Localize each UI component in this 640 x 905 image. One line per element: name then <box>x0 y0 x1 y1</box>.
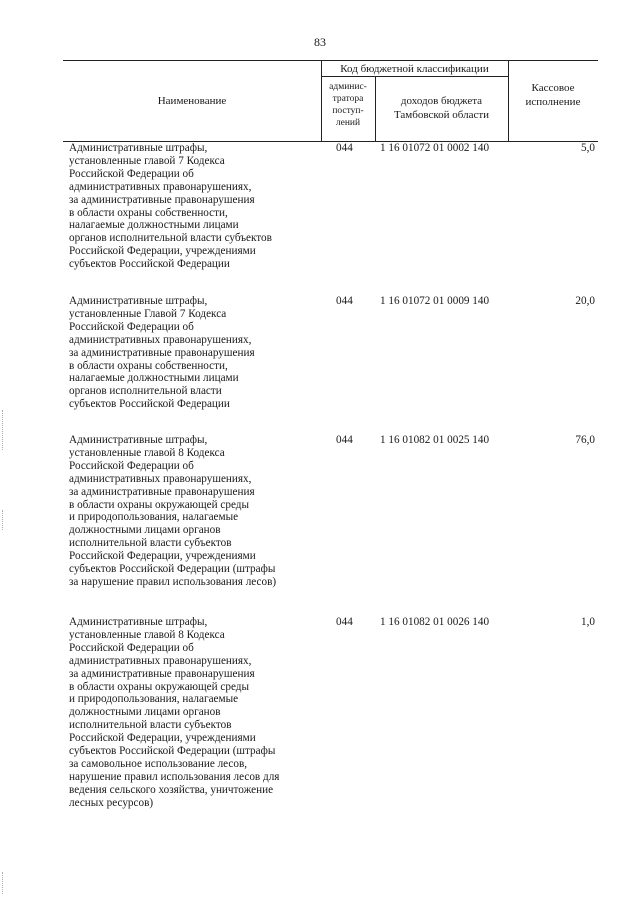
code-group-underline <box>321 76 508 77</box>
row-income-code: 1 16 01082 01 0025 140 <box>380 434 490 446</box>
row-amount: 20,0 <box>575 295 595 307</box>
row-admin-code: 044 <box>336 434 353 446</box>
row-admin-code: 044 <box>336 295 353 307</box>
row-name: Административные штрафы, установленные главой 8 Кодекса Российской Федерации об административных правонарушениях, за административные правонарушения в области охраны окружающей среды и природопользования, налагаемые должностными лицами органов исполнительной власти субъектов Российской Федерации, учреждениями субъектов Российской Федерации (штрафы за самовольное использование лесов, нарушение правил использования лесов для ведения сельского хозяйства, уничтожение лесных ресурсов) <box>69 616 280 809</box>
scan-margin-mark <box>2 872 6 894</box>
header-code-group: Код бюджетной классификации <box>340 63 489 75</box>
scan-margin-mark <box>2 410 6 450</box>
page-number: 83 <box>314 35 326 49</box>
row-income-code: 1 16 01082 01 0026 140 <box>380 616 490 628</box>
row-amount: 5,0 <box>581 142 595 154</box>
row-income-code: 1 16 01072 01 0009 140 <box>380 295 490 307</box>
row-income-code: 1 16 01072 01 0002 140 <box>380 142 490 154</box>
table-header <box>63 60 598 142</box>
row-admin-code: 044 <box>336 142 353 154</box>
row-name: Административные штрафы, установленные главой 8 Кодекса Российской Федерации об административных правонарушениях, за административные правонарушения в области охраны окружающей среды и природопользования, налагаемые должностными лицами органов исполнительной власти субъектов Российской Федерации, учреждениями субъектов Российской Федерации (штрафы за нарушение правил использования лесов) <box>69 434 277 588</box>
row-name: Административные штрафы, установленные главой 7 Кодекса Российской Федерации об административных правонарушениях, за административные правонарушения в области охраны собственности, налагаемые должностными лицами органов исполнительной власти субъектов Российской Федерации, учреждениями субъектов Российской Федерации <box>69 142 272 271</box>
row-amount: 76,0 <box>575 434 595 446</box>
row-name: Административные штрафы, установленные Главой 7 Кодекса Российской Федерации об административных правонарушениях, за административные правонарушения в области охраны собственности, налагаемые должностными лицами органов исполнительной власти субъектов Российской Федерации <box>69 295 255 411</box>
header-admin: админис- тратора поступ- лений <box>329 82 367 128</box>
row-admin-code: 044 <box>336 616 353 628</box>
header-name: Наименование <box>157 95 227 107</box>
row-amount: 1,0 <box>581 616 595 628</box>
header-cash: Кассовое исполнение <box>525 82 581 108</box>
header-income: доходов бюджета Тамбовской области <box>393 95 490 121</box>
scan-margin-mark <box>2 510 6 530</box>
